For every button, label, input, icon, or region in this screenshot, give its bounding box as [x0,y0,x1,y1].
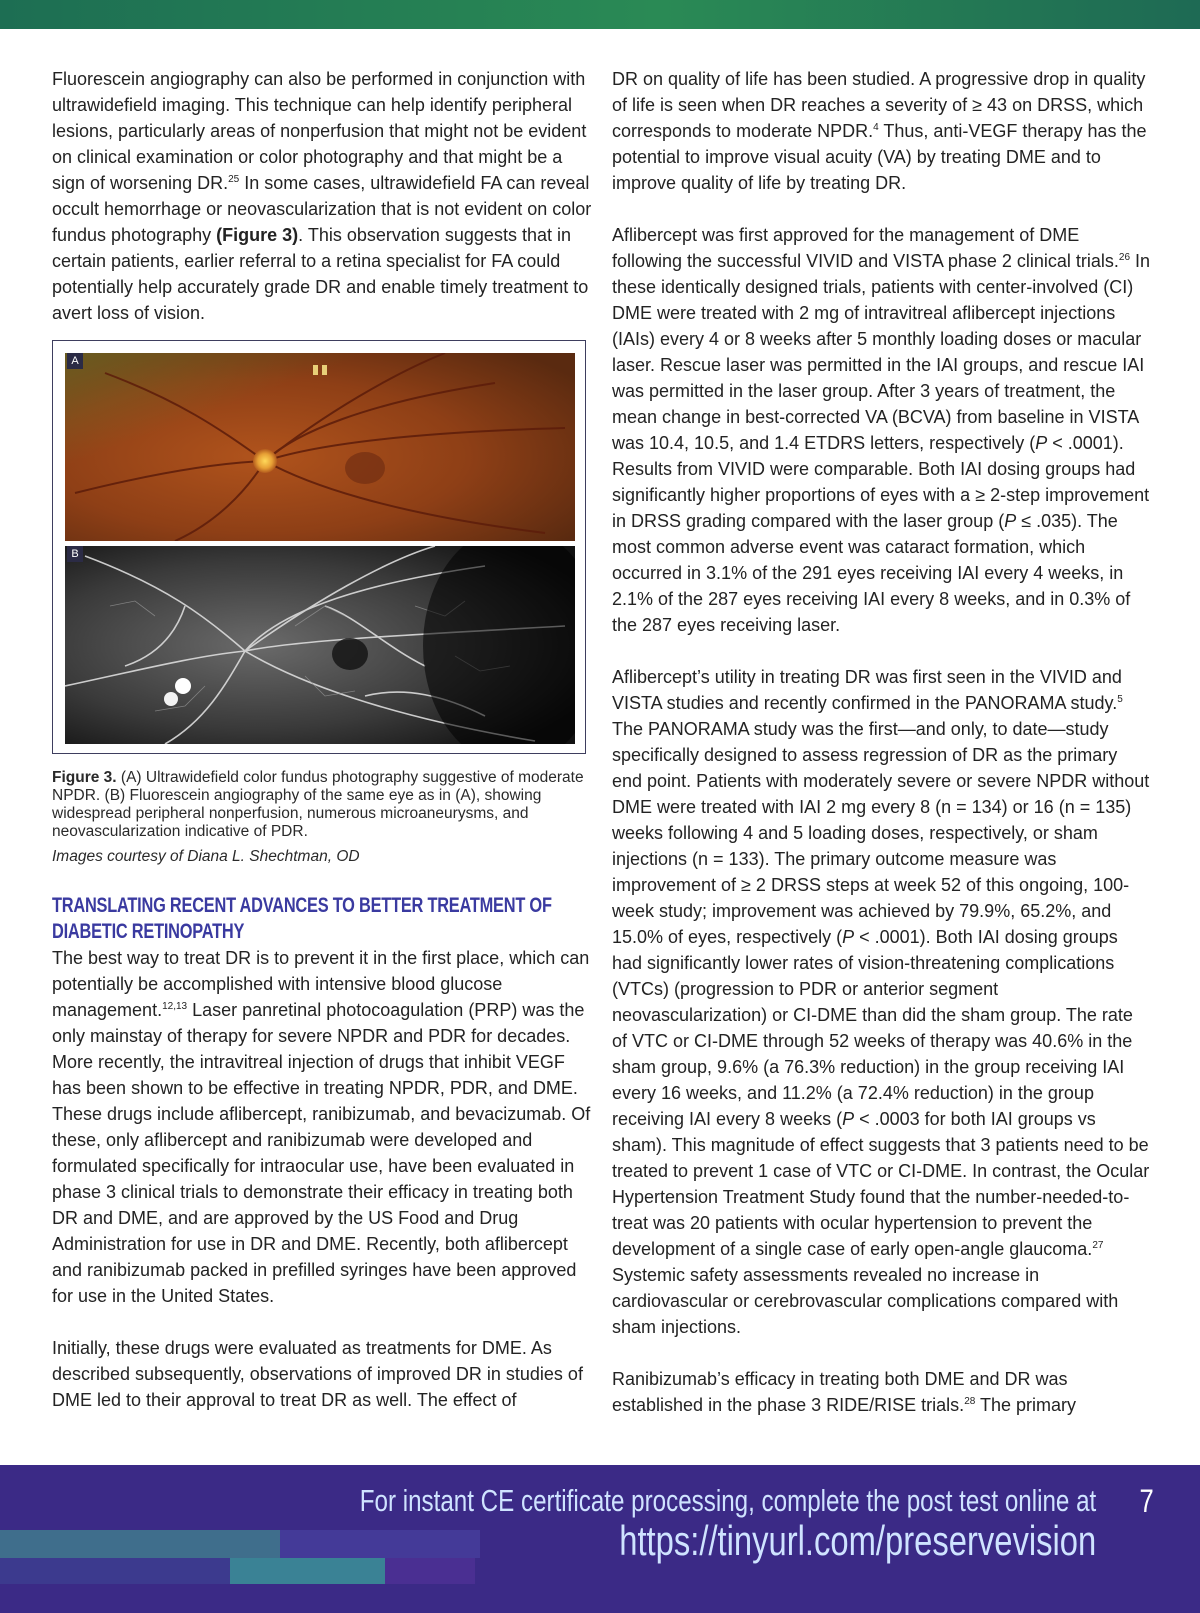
fundus-color-image [65,353,575,541]
figure-reference: (Figure 3) [216,225,299,245]
paragraph-vivid-vista: Aflibercept was first approved for the management of DME following the successful VIVID and VISTA phase 2 clinical trials.$^{26}$ In these identically designed trials, patients with center-involved (CI) DME were treated with 2 mg of intravitreal aflibercept injections (IAIs) every 4 or 8 weeks after 5 monthly loading doses or macular laser. Rescue laser was permitted in the IAI groups, and rescue IAI was permitted in the laser group. After 3 years of treatment, the mean change in best-corrected VA (BCVA) from baseline in VISTA was 10.4, 10.5, and 1.4 ETDRS letters, respectively (P < .0001). Results from VIVID were comparable. Both IAI dosing groups had significantly higher proportions of eyes with a ≥ 2-step improvement in DRSS grading compared with the laser group (P ≤ .035). The most common adverse event was cataract formation, which occurred in 3.1% of the 291 eyes receiving IAI every 4 weeks, in 2.1% of the 287 eyes receiving IAI every 8 weeks, and in 0.3% of the 287 eyes receiving laser. [612,225,1151,635]
citation-superscript: 12,13 [162,1001,188,1012]
top-color-bar [0,0,1200,29]
figure-caption: Figure 3. (A) Ultrawidefield color fundus photography suggestive of moderate NPDR. (B) Fluorescein angiography of the same eye as in (A), showing widespread peripheral nonperfusion, numerous microaneurysms, and neovascularization indicative of PDR. [52,769,584,840]
paragraph-ranibizumab: Ranibizumab’s efficacy in treating both DME and DR was established in the phase 3 RIDE/RISE trials.$^{28}$ The primary [612,1369,1077,1415]
citation-superscript: 5 [1117,694,1123,705]
footer-url-link[interactable]: https://tinyurl.com/preservevision [618,1517,1096,1564]
figure-3 [52,340,586,754]
paragraph-initial-evaluation: Initially, these drugs were evaluated as treatments for DME. As described subsequently, observations of improved DR in studies of DME led to their approval to treat DR as well. The effect of [52,1338,583,1410]
figure-credit: Images courtesy of Diana L. Shechtman, OD [52,848,360,865]
fundus-photo-panel-a [65,353,575,541]
footer-banner [0,1465,1200,1613]
paragraph-panorama: Aflibercept’s utility in treating DR was first seen in the VIVID and VISTA studies and recently confirmed in the PANORAMA study.$^5$ The PANORAMA study was the first—and only, to date—study specifically designed to assess regression of DR as the primary end point. Patients with moderately severe or severe NPDR without DME were treated with IAI 2 mg every 8 (n = 134) or 16 (n = 135) weeks following 4 and 5 loading doses, respectively, or sham injections (n = 133). The primary outcome measure was improvement of ≥ 2 DRSS steps at week 52 of this ongoing, 100-week study; improvement was achieved by 79.9%, 65.2%, and 15.0% of eyes, respectively (P < .0001). Both IAI dosing groups had significantly lower rates of vision-threatening complications (VTCs) (progression to PDR or anterior segment neovascularization) or CI-DME than did the sham group. The rate of VTC or CI-DME through 52 weeks of therapy was 40.6% in the sham group, 9.6% (a 76.3% reduction) in the group receiving IAI every 16 weeks, and 11.2% (a 72.4% reduction) in the group receiving IAI every 8 weeks (P < .0003 for both IAI groups vs sham). This magnitude of effect suggests that 3 patients need to be treated to prevent 1 case of VTC or CI-DME. In contrast, the Ocular Hypertension Treatment Study found that the number-needed-to-treat was 20 patients with ocular hypertension to prevent the development of a single case of early open-angle glaucoma.$^{27}$ Systemic safety assessments revealed no increase in cardiovascular or cerebrovascular complications compared with sham injections. [612,667,1150,1337]
footer-instructions: For instant CE certificate processing, complete the post test online at [359,1483,1096,1518]
footer-ce-text [359,1483,1096,1563]
footer-stripe [0,1530,280,1558]
citation-superscript: 26 [1118,252,1131,263]
page-number: 7 [1139,1483,1154,1519]
paragraph-prevention: The best way to treat DR is to prevent it in the first place, which can potentially be accomplished with intensive blood glucose management.$^{12,13}$ Laser panretinal photocoagulation (PRP) was the only mainstay of therapy for severe NPDR and PDR for decades. More recently, the intravitreal injection of drugs that inhibit VEGF has been shown to be effective in treating NPDR, PDR, and DME. These drugs include aflibercept, ranibizumab, and bevacizumab. Of these, only aflibercept and ranibizumab were developed and formulated specifically for intraocular use, have been evaluated in phase 3 clinical trials to demonstrate their efficacy in treating both DR and DME, and are approved by the US Food and Drug Administration for use in DR and DME. Recently, both aflibercept and ranibizumab packed in prefilled syringes have been approved for use in the United States. [52,948,591,1306]
panel-b-label: B [67,546,83,562]
panel-a-label: A [67,353,83,369]
section-heading: TRANSLATING RECENT ADVANCES TO BETTER TREATMENT OF DIABETIC RETINOPATHY [52,894,552,943]
footer-stripe [0,1558,230,1584]
right-column [612,66,1152,1418]
angiography-panel-b [65,546,575,744]
left-column [52,66,592,1413]
citation-superscript: 25 [228,174,240,185]
citation-superscript: 4 [873,122,879,133]
angiography-image [65,546,575,744]
citation-superscript: 27 [1092,1240,1104,1251]
paragraph-ultrawidefield-fa: Fluorescein angiography can also be performed in conjunction with ultrawidefield imaging. This technique can help identify peripheral lesions, particularly areas of nonperfusion that might not be evident on clinical examination or color photography and that might be a sign of worsening DR.$^{25}$ In some cases, ultrawidefield FA can reveal occult hemorrhage or neovascularization that is not evident on color fundus photography (Figure 3). This observation suggests that in certain patients, earlier referral to a retina specialist for FA could potentially help accurately grade DR and enable timely treatment to avert loss of vision. [52,69,592,323]
paragraph-quality-of-life: DR on quality of life has been studied. A progressive drop in quality of life is seen when DR reaches a severity of ≥ 43 on DRSS, which corresponds to moderate NPDR.$^4$ Thus, anti-VEGF therapy has the potential to improve visual acuity (VA) by treating DME and to improve quality of life by treating DR. [612,69,1147,193]
citation-superscript: 28 [964,1396,976,1407]
